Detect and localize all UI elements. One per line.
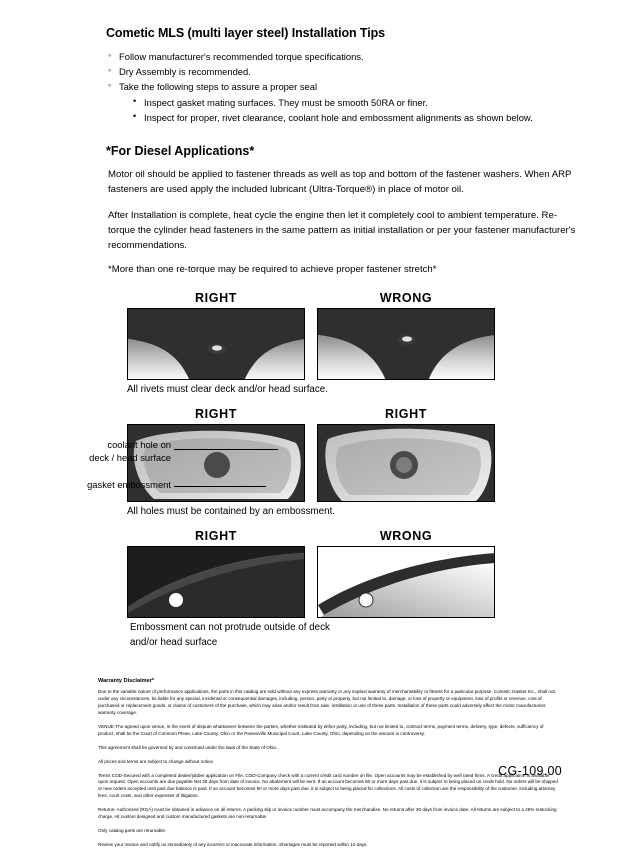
figure-label-right: RIGHT <box>195 529 237 544</box>
figure-caption-protrude-line1: Embossment can not protrude outside of deck <box>130 622 330 634</box>
paragraph-heat-cycle: After Installation is complete, heat cycle the engine then let it completely cool to ambient temperature. Re-torque the cylinder head fasteners in the same pattern as initial installation or per your fastener manufacturer's recommendations. <box>108 210 576 252</box>
figures-section <box>46 291 576 648</box>
figure-wrong-rivets <box>317 291 495 380</box>
leader-line-coolant <box>174 449 278 450</box>
protrude-wrong-diagram <box>318 547 495 618</box>
bullet-text: Take the following steps to assure a proper seal <box>119 81 318 93</box>
warranty-paragraph: VENUE-The agreed upon venue, in the event of dispute whatsoever between the parties, whether instituted by either party, including, but not limited to, contract terms, payment terms, delivery, type, defects, sufficiency of product, shall be the Court of Common Pleas, Lake County, Ohio or the Painesville Municipal Court, Lake County, Ohio, depending on the amount in controversy. <box>98 723 544 736</box>
figure-image-rivet-right <box>127 308 305 380</box>
annotation-coolant-hole <box>26 439 171 464</box>
bullet-text: Dry Assembly is recommended. <box>119 66 251 78</box>
list-item <box>133 110 576 125</box>
page-title: Cometic MLS (multi layer steel) Installation Tips <box>106 26 385 40</box>
figure-label-right: RIGHT <box>195 291 237 306</box>
subbullet-text: Inspect for proper, rivet clearance, coolant hole and embossment alignments as shown below. <box>144 111 533 123</box>
subbullet-text: Inspect gasket mating surfaces. They must be smooth 50RA or finer. <box>144 96 428 108</box>
rivet-wrong-diagram <box>318 309 495 380</box>
figure-image-emboss-b <box>317 424 495 502</box>
section-heading-diesel: *For Diesel Applications* <box>106 144 255 159</box>
paragraph-motor-oil: Motor oil should be applied to fastener threads as well as top and bottom of the fastener washers. When ARP fasteners are used apply the included lubricant (Ultra-Torque®) in place of motor oil. <box>108 169 572 196</box>
warranty-paragraph: All prices and terms are subject to change without notice. <box>98 758 215 764</box>
figure-label-right: RIGHT <box>195 407 237 422</box>
warranty-paragraph: Returns- Authorized (RGA) must be obtained in advance on all returns. A packing slip or invoice number must accompany the merchandise. No returns after 30 days from invoice date. All returns are subject to a 25% restocking charge. All custom designed and custom manufactured gaskets are non-returnable. <box>98 807 557 819</box>
figure-row-protrude <box>46 529 576 618</box>
annotation-line-1: coolant hole on <box>107 439 171 451</box>
embossment-right2-diagram <box>318 425 495 502</box>
figure-right-protrude <box>127 529 305 618</box>
list-item <box>108 79 576 125</box>
annotation-line-3: gasket embossment <box>87 479 171 491</box>
figure-row-rivets <box>46 291 576 380</box>
figure-wrong-protrude <box>317 529 495 618</box>
figure-image-protrude-right <box>127 546 305 618</box>
figure-caption-embossment: All holes must be contained by an embossment. <box>127 506 336 518</box>
figure-label-right-2: RIGHT <box>385 407 427 422</box>
list-item <box>108 49 576 64</box>
figure-caption-rivets: All rivets must clear deck and/or head surface. <box>127 384 328 396</box>
figure-caption-wrap-embossment <box>127 506 495 517</box>
protrude-right-diagram <box>128 547 305 618</box>
bullet-text: Follow manufacturer's recommended torque specifications. <box>119 51 364 62</box>
paragraph-retorque-note: *More than one re-torque may be required to achieve proper fastener stretch* <box>108 264 437 276</box>
annotation-gasket-embossment <box>26 479 171 492</box>
figure-right-rivets <box>127 291 305 380</box>
part-number: CG-109.00 <box>498 764 562 778</box>
annotation-line-2: deck / head surface <box>89 452 171 464</box>
figure-image-protrude-wrong <box>317 546 495 618</box>
leader-line-emboss <box>174 486 266 487</box>
rivet-right-diagram <box>128 309 305 380</box>
figure-label-wrong: WRONG <box>379 529 433 544</box>
tips-list <box>108 49 576 125</box>
warranty-paragraph: Review your invoice and notify us immediately of any incorrect or inaccurate information. Shortages must be reported within 10 days. <box>98 841 368 847</box>
warranty-paragraph: Only catalog parts are returnable. <box>98 827 167 833</box>
warranty-heading: Warranty Disclaimer* <box>98 678 155 685</box>
warranty-paragraph: Terms COD-Secured with a completed dealer/jobber application on File, COD-Company check with a current credit card number on file. Open accounts may be established by well rated firms. A credit application is available upon request. Open accounts are due payable Net 30 days from date of invoice. No abatement will be sent. If an account becomes 60 or more days past due, it is subject to being placed on credit hold. No orders will be shipped or new orders accepted until past due balance is paid. If an account becomes 90 or more days past due, it is subject to being placed for collections. All costs of collection are the responsibility of the customer, including attorney fees, court costs, and other expenses of litigation. <box>98 772 558 799</box>
warranty-paragraph: This agreement shall be governed by and construed under the laws of the State of Ohio. <box>98 744 278 750</box>
figure-caption-protrude-line2: and/or head surface <box>130 637 218 649</box>
figure-caption-wrap-rivets <box>127 384 495 395</box>
figure-caption-wrap-protrude <box>124 622 498 648</box>
figure-image-rivet-wrong <box>317 308 495 380</box>
figure-right-emboss-b <box>317 407 495 502</box>
list-item <box>108 64 576 79</box>
tips-sublist <box>119 95 576 125</box>
figure-label-wrong: WRONG <box>379 291 433 306</box>
list-item <box>133 95 576 110</box>
figure-row-embossment-wrap <box>46 407 576 502</box>
warranty-section <box>98 678 558 848</box>
warranty-paragraph: Due to the variable nature of performance applications, the parts in this catalog are sold without any express warranty or any implied warranty of merchantability or fitness for a particular purpose. Cometic Gasket Inc., shall not, under any circumstances, be liable for any special, incidental or consequential damages, including, person, party or property, but not limited to, damage, or loss of property or equipment, loss of profits or revenue, cost of purchased or replacement goods, or claims of customers of the purchase, which may arise and/or result from sale, instillation or use of these parts. Installation of these parts could adversely affect the motor manufacturers warranty coverage. <box>98 689 557 716</box>
